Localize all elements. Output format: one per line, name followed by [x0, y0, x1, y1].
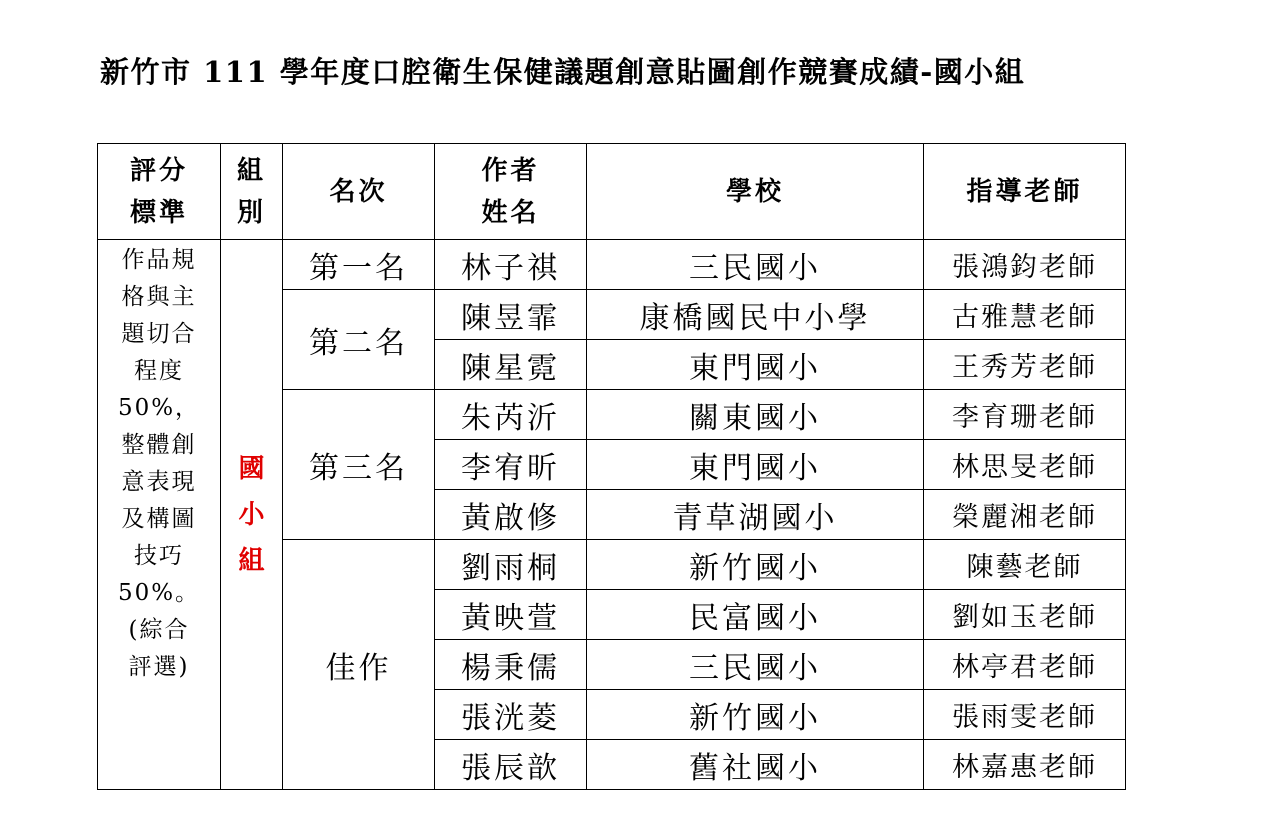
author-cell: 李宥昕	[435, 440, 587, 490]
school-cell: 青草湖國小	[587, 490, 924, 540]
school-cell: 康橋國民中小學	[587, 290, 924, 340]
teacher-cell: 張雨雯老師	[924, 690, 1126, 740]
table-row	[98, 240, 1126, 290]
school-cell: 三民國小	[587, 240, 924, 290]
author-cell: 張洸菱	[435, 690, 587, 740]
rank-cell-first: 第一名	[283, 240, 435, 290]
teacher-header: 指導老師	[924, 144, 1126, 240]
teacher-cell: 林思旻老師	[924, 440, 1126, 490]
teacher-cell: 王秀芳老師	[924, 340, 1126, 390]
author-header: 作者 姓名	[435, 144, 587, 240]
teacher-cell: 李育珊老師	[924, 390, 1126, 440]
author-cell: 楊秉儒	[435, 640, 587, 690]
teacher-cell: 張鴻鈞老師	[924, 240, 1126, 290]
rank-cell-third: 第三名	[283, 390, 435, 540]
teacher-cell: 陳藝老師	[924, 540, 1126, 590]
results-table	[97, 143, 1126, 790]
school-cell: 新竹國小	[587, 540, 924, 590]
author-cell: 林子祺	[435, 240, 587, 290]
author-cell: 劉雨桐	[435, 540, 587, 590]
group-header: 組 別	[221, 144, 283, 240]
school-cell: 關東國小	[587, 390, 924, 440]
group-cell: 國 小 組	[221, 240, 283, 790]
rank-cell-honorable: 佳作	[283, 540, 435, 790]
criteria-header: 評分 標準	[98, 144, 221, 240]
criteria-cell: 作品規 格與主 題切合 程度 50%， 整體創 意表現 及構圖 技巧 50%。 (綜合 評選)	[98, 240, 221, 790]
author-cell: 陳星霓	[435, 340, 587, 390]
school-cell: 民富國小	[587, 590, 924, 640]
header-row	[98, 144, 1126, 240]
author-cell: 黃啟修	[435, 490, 587, 540]
teacher-cell: 劉如玉老師	[924, 590, 1126, 640]
author-cell: 張辰歆	[435, 740, 587, 790]
teacher-cell: 林亭君老師	[924, 640, 1126, 690]
page-title: 新竹市 111 學年度口腔衛生保健議題創意貼圖創作競賽成績-國小組	[100, 55, 1026, 89]
teacher-cell: 林嘉惠老師	[924, 740, 1126, 790]
school-cell: 舊社國小	[587, 740, 924, 790]
school-cell: 東門國小	[587, 440, 924, 490]
school-cell: 新竹國小	[587, 690, 924, 740]
rank-header: 名次	[283, 144, 435, 240]
teacher-cell: 榮麗湘老師	[924, 490, 1126, 540]
teacher-cell: 古雅慧老師	[924, 290, 1126, 340]
author-cell: 黃映萱	[435, 590, 587, 640]
rank-cell-second: 第二名	[283, 290, 435, 390]
author-cell: 朱芮沂	[435, 390, 587, 440]
school-cell: 三民國小	[587, 640, 924, 690]
school-cell: 東門國小	[587, 340, 924, 390]
school-header: 學校	[587, 144, 924, 240]
author-cell: 陳昱霏	[435, 290, 587, 340]
